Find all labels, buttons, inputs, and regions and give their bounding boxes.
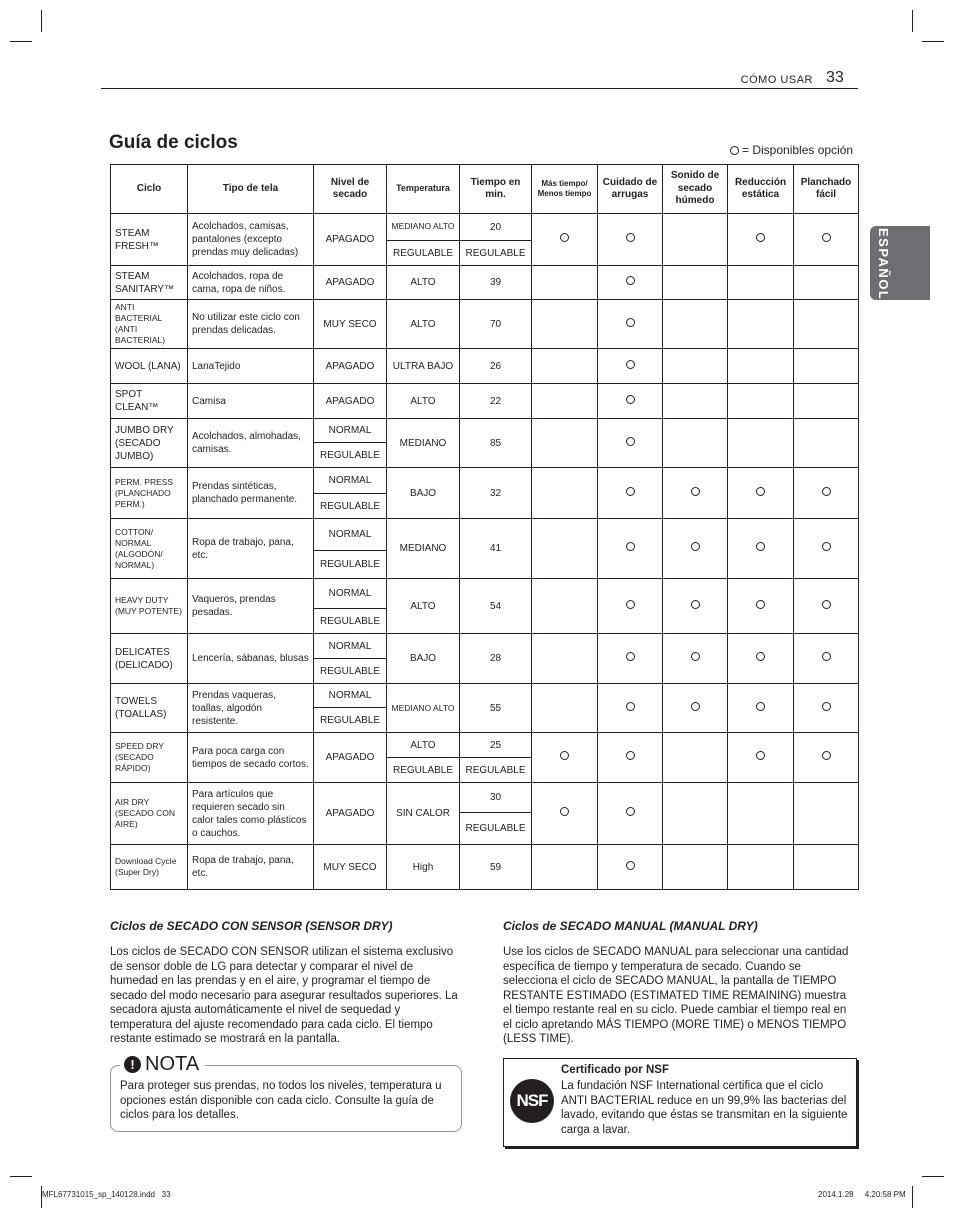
option-cell (728, 300, 794, 349)
option-cell (598, 349, 663, 384)
option-cell (728, 845, 794, 890)
option-cell (728, 468, 794, 519)
option-cell (532, 384, 598, 419)
column-header: Reducción estática (728, 165, 794, 214)
option-cell (728, 419, 794, 468)
crop-mark (10, 41, 32, 42)
option-cell (663, 419, 728, 468)
cycle-name: COTTON/ NORMAL (ALGODÓN/ NORMAL) (111, 519, 188, 579)
circle-icon (691, 487, 700, 496)
note-title: NOTA (145, 1053, 200, 1075)
column-header: Cuidado de arrugas (598, 165, 663, 214)
circle-icon (756, 751, 765, 760)
option-cell (794, 579, 859, 634)
option-cell (728, 214, 794, 266)
circle-icon (691, 652, 700, 661)
option-cell (663, 634, 728, 684)
time-minutes: REGULABLE (460, 241, 532, 266)
cycle-name: TOWELS (TOALLAS) (111, 684, 188, 733)
option-cell (663, 783, 728, 845)
option-cell (532, 214, 598, 266)
time-minutes: 39 (460, 266, 532, 300)
circle-icon (730, 146, 739, 155)
temperature: ALTO (387, 266, 460, 300)
nsf-logo: NSF (510, 1079, 554, 1123)
option-cell (532, 300, 598, 349)
circle-icon (626, 652, 635, 661)
fabric-type: Acolchados, almohadas, camisas. (188, 419, 314, 468)
cycle-name: SPEED DRY (SECADO RÁPIDO) (111, 733, 188, 783)
option-cell (663, 468, 728, 519)
exclamation-icon: ! (124, 1056, 141, 1073)
option-cell (663, 845, 728, 890)
temperature: MEDIANO ALTO (387, 684, 460, 733)
fabric-type: Acolchados, ropa de cama, ropa de niños. (188, 266, 314, 300)
option-cell (663, 349, 728, 384)
circle-icon (691, 600, 700, 609)
circle-icon (756, 652, 765, 661)
circle-icon (626, 233, 635, 242)
option-cell (794, 783, 859, 845)
cycle-name: STEAM SANITARY™ (111, 266, 188, 300)
table-row (111, 419, 859, 443)
dry-level: NORMAL (314, 419, 387, 443)
language-tab-label: ESPAÑOL (876, 228, 891, 301)
circle-icon (626, 702, 635, 711)
option-cell (532, 634, 598, 684)
cycle-name: DELICATES (DELICADO) (111, 634, 188, 684)
time-minutes: 54 (460, 579, 532, 634)
option-cell (598, 579, 663, 634)
crop-mark (922, 1176, 944, 1177)
temperature: BAJO (387, 634, 460, 684)
time-minutes: 26 (460, 349, 532, 384)
table-body (111, 214, 859, 890)
time-minutes: 41 (460, 519, 532, 579)
circle-icon (626, 276, 635, 285)
table-row (111, 579, 859, 609)
option-cell (728, 634, 794, 684)
option-cell (598, 845, 663, 890)
cycle-name: ANTI BACTERIAL (ANTI BACTERIAL) (111, 300, 188, 349)
dry-level: APAGADO (314, 214, 387, 266)
circle-icon (626, 542, 635, 551)
dry-level: NORMAL (314, 579, 387, 609)
temperature: High (387, 845, 460, 890)
page-title: Guía de ciclos (109, 132, 238, 153)
option-cell (794, 684, 859, 733)
cycle-name: STEAM FRESH™ (111, 214, 188, 266)
nsf-heading: Certificado por NSF (561, 1064, 669, 1076)
temperature: ULTRA BAJO (387, 349, 460, 384)
time-minutes: 28 (460, 634, 532, 684)
crop-mark (912, 10, 913, 32)
circle-icon (626, 318, 635, 327)
circle-icon (691, 702, 700, 711)
column-header: Nivel de secado (314, 165, 387, 214)
circle-icon (756, 702, 765, 711)
temperature: MEDIANO ALTO (387, 214, 460, 241)
temperature: REGULABLE (387, 241, 460, 266)
column-header: Temperatura (387, 165, 460, 214)
column-header: Tipo de tela (188, 165, 314, 214)
option-cell (728, 349, 794, 384)
temperature: MEDIANO (387, 519, 460, 579)
note-text: Para proteger sus prendas, no todos los niveles, temperatura u opciones están disponible con cada ciclo. Consulte la guía de ciclos para los detalles. (120, 1080, 442, 1121)
circle-icon (822, 542, 831, 551)
table-row (111, 519, 859, 551)
option-cell (532, 684, 598, 733)
time-minutes: REGULABLE (460, 758, 532, 783)
footer-timestamp: 2014.1.28 4:20:58 PM (818, 1190, 906, 1199)
dry-level: REGULABLE (314, 551, 387, 579)
page-number: 33 (826, 69, 844, 86)
language-tab (870, 226, 930, 300)
time-minutes: 59 (460, 845, 532, 890)
option-cell (598, 468, 663, 519)
fabric-type: Prendas sintéticas, planchado permanente. (188, 468, 314, 519)
circle-icon (560, 233, 569, 242)
nsf-text: La fundación NSF International certifica que el ciclo ANTI BACTERIAL reduce en un 99,9% las bacterias del lavado, evitando que éstas se transmitan en la siguiente carga a lavar. (561, 1080, 848, 1136)
column-header: Ciclo (111, 165, 188, 214)
circle-icon (626, 600, 635, 609)
temperature: ALTO (387, 300, 460, 349)
table-row (111, 384, 859, 419)
column-header: Sonido de secado húmedo (663, 165, 728, 214)
fabric-type: LanaTejido (188, 349, 314, 384)
time-minutes: REGULABLE (460, 813, 532, 845)
circle-icon (560, 807, 569, 816)
option-cell (794, 349, 859, 384)
header-section: CÓMO USAR (740, 74, 813, 86)
option-cell (794, 468, 859, 519)
circle-icon (756, 233, 765, 242)
dry-level: NORMAL (314, 519, 387, 551)
option-cell (598, 733, 663, 783)
crop-mark (912, 1186, 913, 1208)
option-cell (728, 733, 794, 783)
table-row (111, 300, 859, 349)
time-minutes: 85 (460, 419, 532, 468)
option-cell (532, 783, 598, 845)
circle-icon (691, 542, 700, 551)
footer-file: MFL67731015_sp_140128.indd 33 (42, 1190, 171, 1199)
circle-icon (626, 807, 635, 816)
dry-level: REGULABLE (314, 708, 387, 733)
manual-dry-heading: Ciclos de SECADO MANUAL (MANUAL DRY) (503, 919, 758, 933)
header-rule (101, 88, 858, 89)
fabric-type: Para artículos que requieren secado sin calor tales como plásticos o cauchos. (188, 783, 314, 845)
dry-level: NORMAL (314, 634, 387, 659)
circle-icon (626, 487, 635, 496)
sensor-dry-text: Los ciclos de SECADO CON SENSOR utilizan el sistema exclusivo de sensor doble de LG para detectar y comparar el nivel de humedad en las prendas y en el aire, y programar el tiempo de secado del modo necesario para asegurar resultados superiores. La secadora ajusta automáticamente el nivel de sequedad y temperatura del ajuste recomendado para cada ciclo. El tiempo restante estimado se mostrará en la pantalla. (110, 946, 458, 1045)
column-header: Más tiempo/ Menos tiempo (532, 165, 598, 214)
legend (730, 143, 853, 157)
note-label (120, 1053, 205, 1076)
option-cell (794, 519, 859, 579)
option-cell (794, 634, 859, 684)
circle-icon (822, 233, 831, 242)
dry-level: APAGADO (314, 733, 387, 783)
dry-level: APAGADO (314, 384, 387, 419)
option-cell (532, 468, 598, 519)
fabric-type: Para poca carga con tiempos de secado cortos. (188, 733, 314, 783)
circle-icon (626, 751, 635, 760)
manual-dry-text: Use los ciclos de SECADO MANUAL para seleccionar una cantidad específica de tiempo y temperatura de secado. Cuando se selecciona el ciclo de SECADO MANUAL, la pantalla de TIEMPO RESTANTE ESTIMADO (ESTIMATED TIME REMAINING) muestra el tiempo restante real en su ciclo. Puede cambiar el tiempo real en el ciclo apretando MÁS TIEMPO (MORE TIME) o MENOS TIEMPO (LESS TIME). (503, 946, 849, 1045)
circle-icon (756, 542, 765, 551)
fabric-type: Vaqueros, prendas pesadas. (188, 579, 314, 634)
crop-mark (10, 1176, 32, 1177)
table-row (111, 634, 859, 659)
option-cell (794, 266, 859, 300)
time-minutes: 70 (460, 300, 532, 349)
option-cell (794, 419, 859, 468)
option-cell (728, 266, 794, 300)
circle-icon (822, 652, 831, 661)
option-cell (532, 519, 598, 579)
fabric-type: Acolchados, camisas, pantalones (excepto prendas muy delicadas) (188, 214, 314, 266)
dry-level: MUY SECO (314, 300, 387, 349)
dry-level: REGULABLE (314, 494, 387, 519)
temperature: MEDIANO (387, 419, 460, 468)
option-cell (728, 684, 794, 733)
option-cell (728, 519, 794, 579)
dry-level: NORMAL (314, 468, 387, 494)
column-header: Planchado fácil (794, 165, 859, 214)
table-row (111, 684, 859, 708)
temperature: ALTO (387, 579, 460, 634)
cycle-name: JUMBO DRY (SECADO JUMBO) (111, 419, 188, 468)
cycle-name: WOOL (LANA) (111, 349, 188, 384)
fabric-type: Lencería, sábanas, blusas (188, 634, 314, 684)
option-cell (663, 684, 728, 733)
time-minutes: 55 (460, 684, 532, 733)
temperature: ALTO (387, 384, 460, 419)
option-cell (794, 733, 859, 783)
option-cell (532, 733, 598, 783)
time-minutes: 22 (460, 384, 532, 419)
circle-icon (822, 600, 831, 609)
dry-level: REGULABLE (314, 609, 387, 634)
circle-icon (756, 487, 765, 496)
option-cell (663, 214, 728, 266)
time-minutes: 25 (460, 733, 532, 758)
temperature: REGULABLE (387, 758, 460, 783)
circle-icon (756, 600, 765, 609)
option-cell (794, 214, 859, 266)
dry-level: NORMAL (314, 684, 387, 708)
dry-level: REGULABLE (314, 659, 387, 684)
fabric-type: Camisa (188, 384, 314, 419)
crop-mark (922, 41, 944, 42)
circle-icon (626, 360, 635, 369)
option-cell (794, 845, 859, 890)
table-row (111, 214, 859, 241)
option-cell (532, 579, 598, 634)
circle-icon (822, 487, 831, 496)
dry-level: REGULABLE (314, 443, 387, 468)
option-cell (794, 300, 859, 349)
option-cell (663, 384, 728, 419)
cycle-name: AIR DRY (SECADO CON AIRE) (111, 783, 188, 845)
option-cell (728, 579, 794, 634)
time-minutes: 30 (460, 783, 532, 813)
dry-level: MUY SECO (314, 845, 387, 890)
cycle-guide-table (110, 164, 859, 890)
fabric-type: Prendas vaqueras, toallas, algodón resistente. (188, 684, 314, 733)
option-cell (663, 733, 728, 783)
circle-icon (822, 751, 831, 760)
option-cell (598, 519, 663, 579)
dry-level: APAGADO (314, 266, 387, 300)
crop-mark (41, 10, 42, 32)
option-cell (663, 300, 728, 349)
fabric-type: Ropa de trabajo, pana, etc. (188, 845, 314, 890)
circle-icon (626, 395, 635, 404)
option-cell (728, 783, 794, 845)
option-cell (663, 519, 728, 579)
cycle-name: SPOT CLEAN™ (111, 384, 188, 419)
circle-icon (626, 861, 635, 870)
dry-level: APAGADO (314, 349, 387, 384)
sensor-dry-heading: Ciclos de SECADO CON SENSOR (SENSOR DRY) (110, 919, 393, 933)
option-cell (532, 845, 598, 890)
option-cell (598, 300, 663, 349)
option-cell (598, 384, 663, 419)
option-cell (598, 266, 663, 300)
option-cell (598, 634, 663, 684)
temperature: SIN CALOR (387, 783, 460, 845)
time-minutes: 32 (460, 468, 532, 519)
option-cell (598, 214, 663, 266)
option-cell (794, 384, 859, 419)
legend-text: = Disponibles opción (742, 143, 854, 157)
circle-icon (822, 702, 831, 711)
table-row (111, 349, 859, 384)
option-cell (598, 419, 663, 468)
option-cell (728, 384, 794, 419)
table-header-row (111, 165, 859, 214)
dry-level: APAGADO (314, 783, 387, 845)
fabric-type: Ropa de trabajo, pana, etc. (188, 519, 314, 579)
temperature: ALTO (387, 733, 460, 758)
option-cell (532, 419, 598, 468)
temperature: BAJO (387, 468, 460, 519)
option-cell (663, 579, 728, 634)
table-row (111, 783, 859, 813)
cycle-name: PERM. PRESS (PLANCHADO PERM.) (111, 468, 188, 519)
cycle-name: HEAVY DUTY (MUY POTENTE) (111, 579, 188, 634)
fabric-type: No utilizar este ciclo con prendas delicadas. (188, 300, 314, 349)
column-header: Tiempo en min. (460, 165, 532, 214)
option-cell (663, 266, 728, 300)
option-cell (532, 266, 598, 300)
table-row (111, 266, 859, 300)
table-row (111, 468, 859, 494)
table-row (111, 845, 859, 890)
option-cell (598, 783, 663, 845)
cycle-name: Download Cycle (Super Dry) (111, 845, 188, 890)
circle-icon (560, 751, 569, 760)
table-row (111, 733, 859, 758)
time-minutes: 20 (460, 214, 532, 241)
option-cell (598, 684, 663, 733)
option-cell (532, 349, 598, 384)
circle-icon (626, 437, 635, 446)
